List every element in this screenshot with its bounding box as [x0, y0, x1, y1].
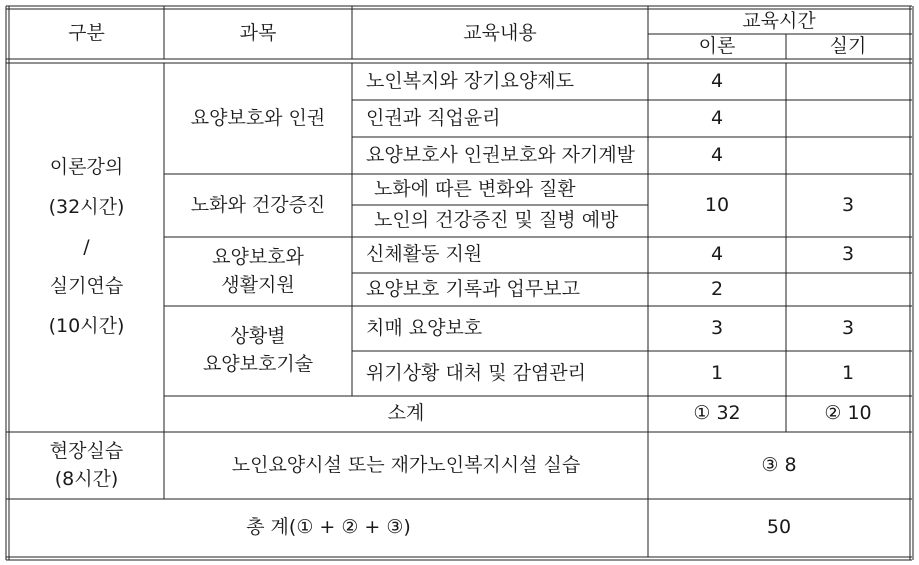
subject-line: 생활지원 — [221, 273, 295, 296]
section1-line: / — [83, 235, 90, 258]
subject-line: 요양보호와 — [212, 245, 304, 268]
theory-cell: 4 — [710, 106, 724, 129]
practice-cell — [786, 137, 910, 174]
subject-line: 요양보호기술 — [202, 353, 314, 375]
theory-cell: 4 — [710, 243, 724, 266]
theory-cell: 10 — [704, 193, 730, 216]
practice-cell: 3 — [841, 316, 855, 339]
content-cell: 치매 요양보호 — [366, 316, 483, 339]
content-cell: 노화에 따른 변화와 질환 — [374, 177, 576, 200]
theory-cell: 1 — [710, 361, 724, 384]
header-subject: 과목 — [239, 22, 277, 45]
section1-line: 이론강의 — [49, 156, 124, 179]
subtotal-label: 소계 — [387, 402, 425, 425]
section1-label — [9, 63, 164, 432]
content-cell: 요양보호사 인권보호와 자기계발 — [366, 143, 636, 166]
section1-line: (32시간) — [48, 195, 125, 218]
practice-cell: 3 — [841, 243, 855, 266]
subject-line: 상황별 — [230, 325, 286, 348]
header-content: 교육내용 — [463, 22, 537, 45]
subject-group-2: 노화와 건강증진 — [190, 193, 326, 216]
subtotal-practice: ② 10 — [824, 402, 872, 425]
header-practice: 실기 — [829, 34, 867, 57]
content-cell: 인권과 직업윤리 — [366, 106, 501, 129]
header-hours: 교육시간 — [742, 9, 816, 32]
header-division: 구분 — [68, 22, 105, 45]
section2-line: 현장실습 — [49, 439, 124, 462]
practice-cell — [786, 63, 910, 100]
content-cell: 노인의 건강증진 및 질병 예방 — [374, 209, 619, 232]
section2-hours: ③ 8 — [761, 453, 797, 476]
practice-cell: 1 — [841, 361, 855, 384]
theory-cell: 4 — [710, 69, 724, 92]
subject-group-1: 요양보호와 인권 — [190, 106, 326, 129]
content-cell: 신체활동 지원 — [366, 243, 483, 266]
content-cell: 노인복지와 장기요양제도 — [366, 69, 574, 92]
subtotal-theory: ① 32 — [693, 402, 741, 425]
section2-label — [9, 432, 164, 499]
content-cell: 위기상황 대처 및 감염관리 — [366, 361, 587, 384]
practice-cell — [786, 100, 910, 137]
total-label: 총 계(① + ② + ③) — [246, 516, 411, 539]
section1-line: (10시간) — [48, 315, 125, 338]
theory-cell: 2 — [710, 277, 724, 300]
subject-group-3 — [164, 237, 352, 306]
practice-cell — [786, 273, 910, 306]
subject-group-4 — [164, 306, 352, 396]
practice-cell: 3 — [841, 193, 855, 216]
theory-cell: 3 — [710, 316, 724, 339]
header-theory: 이론 — [698, 34, 736, 57]
theory-cell: 4 — [710, 143, 724, 166]
total-value: 50 — [766, 516, 792, 539]
section2-line: (8시간) — [54, 467, 119, 490]
section2-content: 노인요양시설 또는 재가노인복지시설 실습 — [231, 453, 581, 476]
content-cell: 요양보호 기록과 업무보고 — [366, 277, 580, 300]
section1-line: 실기연습 — [49, 275, 124, 298]
